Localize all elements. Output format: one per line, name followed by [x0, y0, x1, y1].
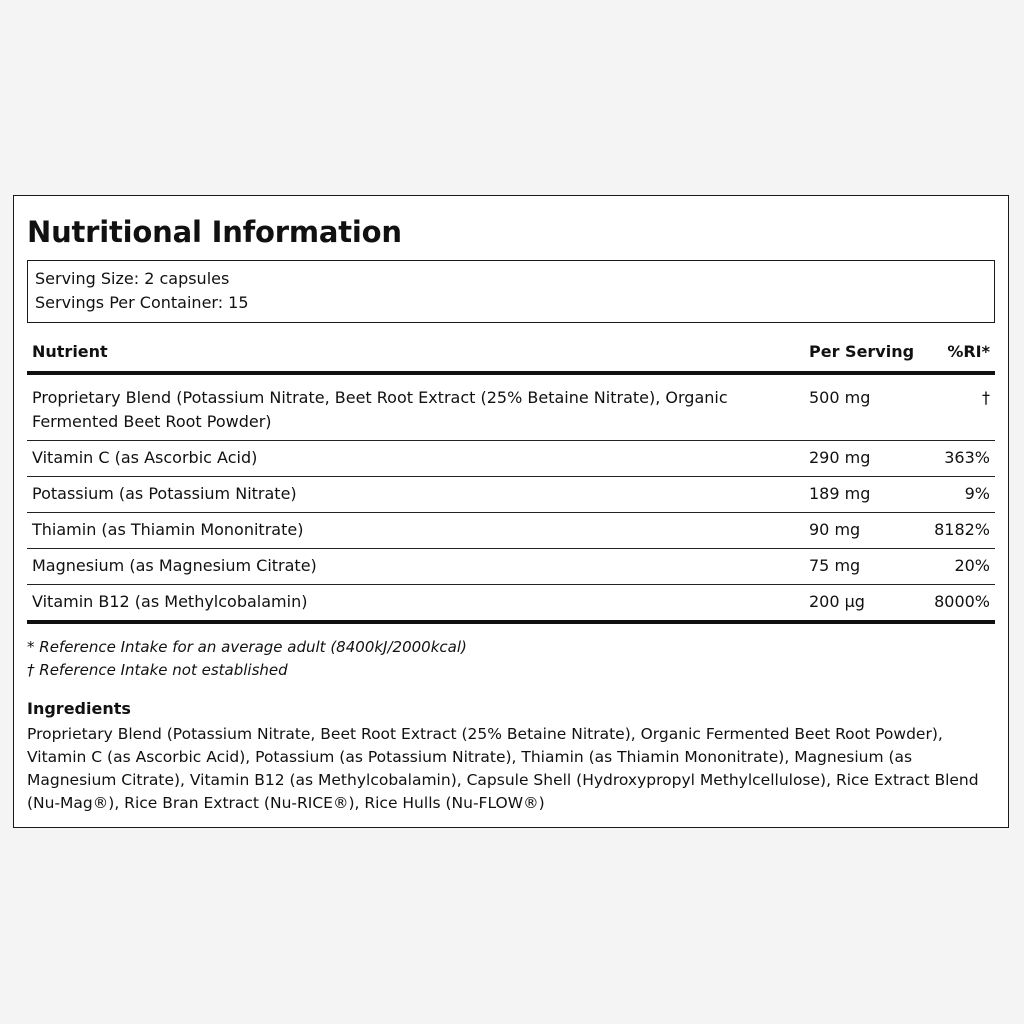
nutrient-amount: 500 mg — [804, 373, 929, 441]
nutrient-amount: 90 mg — [804, 513, 929, 549]
ingredients-text: Proprietary Blend (Potassium Nitrate, Beet Root Extract (25% Betaine Nitrate), Organic Fermented Beet Root Powder), Vitamin C (as Ascorbic Acid), Potassium (as Potassium Nitrate), Thiamin (as Thiamin Mononitrate), Magnesium (as Magnesium Citrate), Vitamin B12 (as Methylcobalamin), Capsule Shell (Hydroxypropyl Methylcellulose), Rice Extract Blend (Nu-Mag®), Rice Bran Extract (Nu-RICE®), Rice Hulls (Nu-FLOW®) — [27, 725, 979, 812]
table-row — [27, 585, 995, 623]
table-row — [27, 373, 995, 441]
nutrient-name: Thiamin (as Thiamin Mononitrate) — [27, 513, 804, 549]
table-header-row — [27, 338, 995, 373]
nutrient-ri: 363% — [929, 441, 995, 477]
nutrient-name: Proprietary Blend (Potassium Nitrate, Beet Root Extract (25% Betaine Nitrate), Organic Fermented Beet Root Powder) — [27, 373, 804, 441]
nutrient-ri: 8182% — [929, 513, 995, 549]
nutrient-ri: † — [929, 373, 995, 441]
ingredients-heading: Ingredients — [27, 699, 131, 718]
nutrient-amount: 75 mg — [804, 549, 929, 585]
nutrient-table — [27, 338, 995, 624]
header-per-serving: Per Serving — [804, 338, 929, 373]
nutrient-amount: 290 mg — [804, 441, 929, 477]
nutrient-amount: 200 µg — [804, 585, 929, 623]
page-title: Nutritional Information — [27, 215, 402, 249]
table-row — [27, 477, 995, 513]
nutrient-ri: 20% — [929, 549, 995, 585]
table-row — [27, 549, 995, 585]
serving-size: Serving Size: 2 capsules — [35, 269, 230, 288]
servings-per-container: Servings Per Container: 15 — [35, 293, 249, 312]
footnote-not-established: † Reference Intake not established — [27, 661, 288, 679]
nutrition-label — [13, 195, 1009, 828]
header-nutrient: Nutrient — [27, 338, 804, 373]
footnotes — [27, 636, 995, 682]
nutrient-ri: 8000% — [929, 585, 995, 623]
nutrient-name: Vitamin C (as Ascorbic Acid) — [27, 441, 804, 477]
nutrient-name: Potassium (as Potassium Nitrate) — [27, 477, 804, 513]
nutrient-ri: 9% — [929, 477, 995, 513]
nutrient-name: Magnesium (as Magnesium Citrate) — [27, 549, 804, 585]
footnote-ri: * Reference Intake for an average adult (8400kJ/2000kcal) — [27, 638, 467, 656]
table-row — [27, 441, 995, 477]
serving-info-box — [27, 260, 995, 323]
header-ri: %RI* — [929, 338, 995, 373]
nutrient-name: Vitamin B12 (as Methylcobalamin) — [27, 585, 804, 623]
nutrient-amount: 189 mg — [804, 477, 929, 513]
table-row — [27, 513, 995, 549]
